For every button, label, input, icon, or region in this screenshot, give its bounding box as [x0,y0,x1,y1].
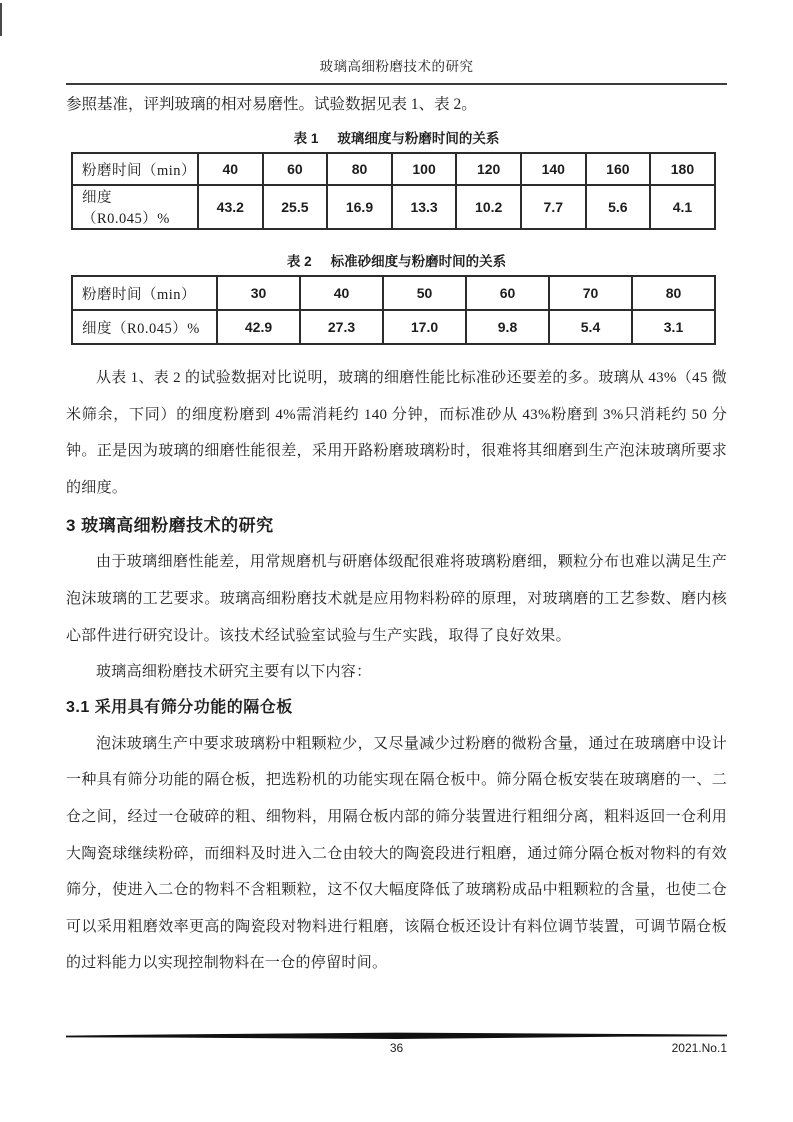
table-cell: 10.2 [456,185,521,229]
table-cell: 180 [650,153,715,185]
table-cell: 70 [549,276,632,310]
table-cell: 13.3 [392,185,457,229]
table-cell: 60 [466,276,549,310]
table2-caption-label: 表 2 [286,254,312,269]
footer-rule [66,1032,727,1040]
section-3-paragraph-1: 由于玻璃细磨性能差，用常规磨机与研磨体级配很难将玻璃粉磨细，颗粒分布也难以满足生产泡沫玻璃的工艺要求。玻璃高细粉磨技术就是应用物料粉碎的原理，对玻璃磨的工艺参数、磨内核心部件进行研究设计。该技术经试验室试验与生产实践，取得了良好效果。 [66,554,727,644]
table-cell: 5.4 [549,310,632,344]
table-cell: 100 [392,153,457,185]
table-cell: 140 [521,153,586,185]
page-number: 36 [389,1041,404,1055]
table-cell: 60 [263,153,328,185]
row-label-cell: 粉磨时间（min） [72,276,217,310]
row-label-cell: 细度（R0.045）% [72,185,198,229]
table-row [72,185,715,229]
table-cell: 42.9 [217,310,300,344]
table-cell: 4.1 [650,185,715,229]
table-cell: 43.2 [198,185,263,229]
table1-caption-title: 玻璃细度与粉磨时间的关系 [337,131,500,146]
table-cell: 80 [327,153,392,185]
table1-glass-fineness [71,152,716,230]
table-cell: 40 [300,276,383,310]
scan-edge-artifact [0,3,2,36]
page-content [66,0,727,982]
table-cell: 17.0 [383,310,466,344]
section-3-1-paragraph: 泡沫玻璃生产中要求玻璃粉中粗颗粒少，又尽量减少过粉磨的微粉含量，通过在玻璃磨中设计一种具有筛分功能的隔仓板，把选粉机的功能实现在隔仓板中。筛分隔仓板安装在玻璃磨的一、二仓之间，经过一仓破碎的粗、细物料，用隔仓板内部的筛分装置进行粗细分离，粗料返回一仓利用大陶瓷球继续粉碎，而细料及时进入二仓由较大的陶瓷段进行粗磨，通过筛分隔仓板对物料的有效筛分，使进入二仓的物料不含粗颗粒，这不仅大幅度降低了玻璃粉成品中粗颗粒的含量，也使二仓可以采用粗磨效率更高的陶瓷段对物料进行粗磨，该隔仓板还设计有料位调节装置，可调节隔仓板的过料能力以实现控制物料在一仓的停留时间。 [66,735,727,972]
table1-caption [66,130,727,148]
table-cell: 16.9 [327,185,392,229]
table2-standard-sand-fineness [71,275,716,345]
table-cell: 40 [198,153,263,185]
table-cell: 120 [456,153,521,185]
intro-paragraph: 参照基准，评判玻璃的相对易磨性。试验数据见表 1、表 2。 [66,96,477,113]
table-cell: 9.8 [466,310,549,344]
table-cell: 160 [586,153,651,185]
table-row [72,153,715,185]
row-label-cell: 粉磨时间（min） [72,153,198,185]
section-3-paragraph-2: 玻璃高细粉磨技术研究主要有以下内容： [96,664,372,681]
table2-caption [66,253,727,271]
section-3-heading: 3 玻璃高细粉磨技术的研究 [66,516,274,536]
table1-caption-label: 表 1 [293,131,319,146]
table-cell: 7.7 [521,185,586,229]
table-row [72,310,715,344]
section-3-1-heading: 3.1 采用具有筛分功能的隔仓板 [66,698,293,716]
table-cell: 27.3 [300,310,383,344]
table-cell: 25.5 [263,185,328,229]
table2-caption-title: 标准砂细度与粉磨时间的关系 [330,254,507,269]
journal-issue: 2021.No.1 [671,1041,727,1055]
table-cell: 80 [632,276,715,310]
table-row [72,276,715,310]
table-cell: 3.1 [632,310,715,344]
table-cell: 5.6 [586,185,651,229]
running-header-title: 玻璃高细粉磨技术的研究 [66,57,727,85]
comparison-paragraph: 从表 1、表 2 的试验数据对比说明，玻璃的细磨性能比标准砂还要差的多。玻璃从 43%（45 微米筛余，下同）的细度粉磨到 4%需消耗约 140 分钟，而标准砂从 43%粉磨到 3%只消耗约 50 分钟。正是因为玻璃的细磨性能很差，采用开路粉磨玻璃粉时，很难将其细磨到生产泡沫玻璃所要求的细度。 [66,370,727,496]
table-cell: 30 [217,276,300,310]
table-cell: 50 [383,276,466,310]
row-label-cell: 细度（R0.045）% [72,310,217,344]
